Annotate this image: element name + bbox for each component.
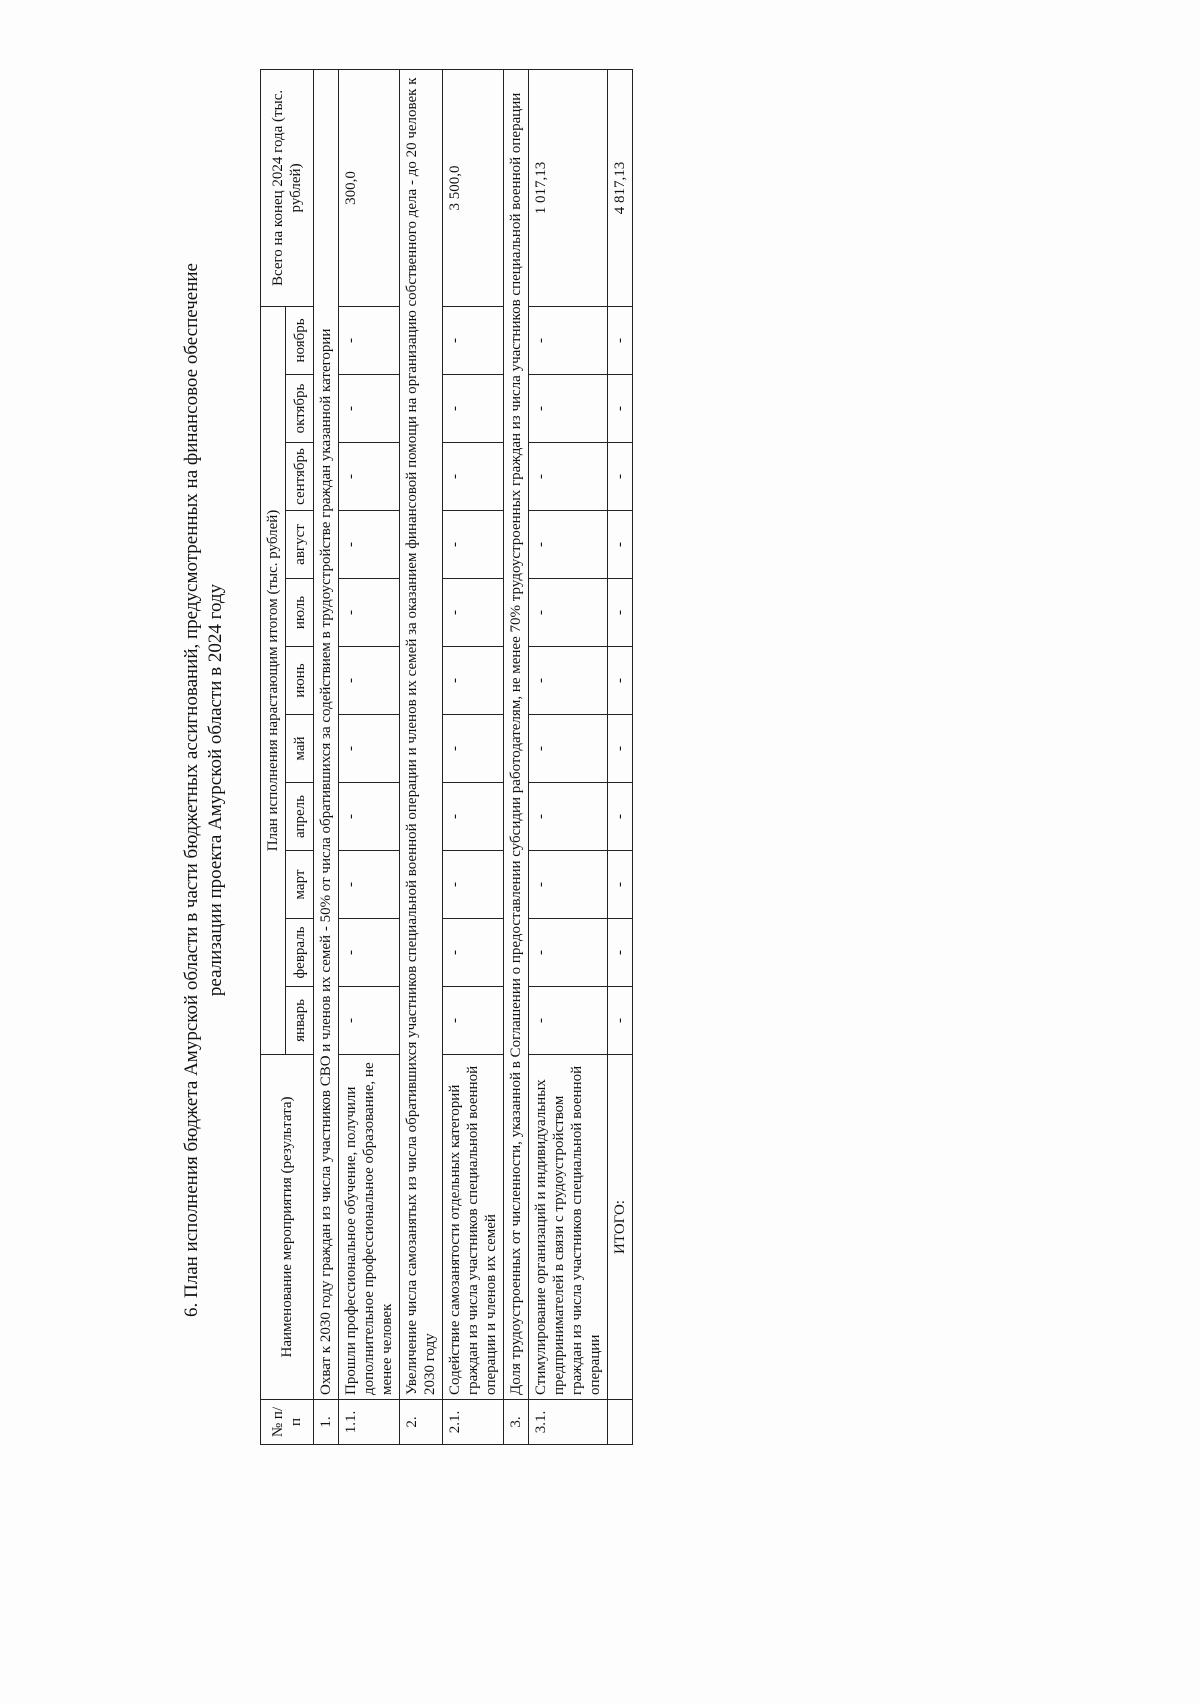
section-title: Доля трудоустроенных от численности, указанной в Соглашении о предоставлении субсидии работодателям, не менее 70% трудоустроенных граждан из числа участников специальной военной операции (504, 69, 529, 1399)
table-body (314, 69, 633, 1444)
header-month-7: август (286, 511, 314, 579)
month-value: - (608, 375, 633, 443)
month-value: - (339, 783, 400, 851)
month-value: - (339, 306, 400, 374)
header-month-0: январь (286, 987, 314, 1055)
row-name: Стимулирование организаций и индивидуальных предпринимателей в связи с трудоустройством граждан из числа участников специальной военной операции (529, 1055, 608, 1400)
month-value: - (529, 579, 608, 647)
month-value: - (529, 919, 608, 987)
row-total: 1 017,13 (529, 69, 608, 306)
row-num: 2. (400, 1400, 443, 1445)
month-value: - (443, 851, 504, 919)
month-value: - (608, 511, 633, 579)
month-value: - (608, 443, 633, 511)
header-month-8: сентябрь (286, 443, 314, 511)
table-row (400, 69, 443, 1444)
row-num: 3.1. (529, 1400, 608, 1445)
month-value: - (529, 851, 608, 919)
month-value: - (339, 511, 400, 579)
row-total: 3 500,0 (443, 69, 504, 306)
month-value: - (339, 443, 400, 511)
rotated-document (180, 70, 1070, 1510)
month-value: - (608, 715, 633, 783)
header-month-1: февраль (286, 919, 314, 987)
month-value: - (608, 783, 633, 851)
month-value: - (529, 783, 608, 851)
month-value: - (339, 715, 400, 783)
month-value: - (339, 579, 400, 647)
month-value: - (529, 306, 608, 374)
month-value: - (529, 511, 608, 579)
row-num: 2.1. (443, 1400, 504, 1445)
month-value: - (529, 647, 608, 715)
month-value: - (443, 715, 504, 783)
month-value: - (443, 647, 504, 715)
plan-table (260, 69, 633, 1445)
month-value: - (529, 375, 608, 443)
table-row (529, 69, 608, 1444)
month-value: - (443, 511, 504, 579)
header-month-5: июнь (286, 647, 314, 715)
itogo-label: ИТОГО: (608, 1055, 633, 1400)
table-row (314, 69, 339, 1444)
row-num: 1. (314, 1400, 339, 1445)
month-value: - (339, 375, 400, 443)
month-value: - (608, 851, 633, 919)
month-value: - (443, 375, 504, 443)
row-num (608, 1400, 633, 1445)
month-value: - (443, 579, 504, 647)
row-name: Содействие самозанятости отдельных категорий граждан из числа участников специальной военной операции и членов их семей (443, 1055, 504, 1400)
month-value: - (443, 443, 504, 511)
header-month-4: май (286, 715, 314, 783)
month-value: - (529, 443, 608, 511)
row-total: 4 817,13 (608, 69, 633, 306)
month-value: - (443, 919, 504, 987)
title-line-2: реализации проекта Амурской области в 2024 году (205, 583, 226, 997)
month-value: - (339, 987, 400, 1055)
header-month-2: март (286, 851, 314, 919)
row-total: 300,0 (339, 69, 400, 306)
section-title: Охват к 2030 году граждан из числа участников СВО и членов их семей - 50% от числа обратившихся за содействием в трудоустройстве граждан указанной категории (314, 69, 339, 1399)
header-month-6: июль (286, 579, 314, 647)
row-name: Прошли профессиональное обучение, получили дополнительное профессиональное образование, не менее человек (339, 1055, 400, 1400)
month-value: - (339, 851, 400, 919)
header-total: Всего на конец 2024 года (тыс. рублей) (261, 69, 314, 306)
header-month-10: ноябрь (286, 306, 314, 374)
month-value: - (443, 987, 504, 1055)
title-line-1: 6. План исполнения бюджета Амурской области в части бюджетных ассигнований, предусмотренных на финансовое обеспечение (181, 263, 202, 1317)
header-plan: План исполнения нарастающим итогом (тыс. рублей) (261, 306, 286, 1054)
table-row (608, 69, 633, 1444)
month-value: - (339, 919, 400, 987)
document-title (180, 70, 256, 1510)
month-value: - (608, 306, 633, 374)
section-title: Увеличение числа самозанятых из числа обратившихся участников специальной военной операции и членов их семей за оказанием финансовой помощи на организацию собственного дела - до 20 человек к 2030 году (400, 69, 443, 1399)
month-value: - (608, 919, 633, 987)
month-value: - (529, 715, 608, 783)
table-row (443, 69, 504, 1444)
month-value: - (443, 783, 504, 851)
table-row (339, 69, 400, 1444)
header-num: № п/п (261, 1400, 314, 1445)
header-month-9: октябрь (286, 375, 314, 443)
row-num: 1.1. (339, 1400, 400, 1445)
header-month-3: апрель (286, 783, 314, 851)
header-name: Наименование мероприятия (результата) (261, 1055, 314, 1400)
month-value: - (443, 306, 504, 374)
month-value: - (608, 647, 633, 715)
month-value: - (529, 987, 608, 1055)
table-row (504, 69, 529, 1444)
month-value: - (339, 647, 400, 715)
month-value: - (608, 579, 633, 647)
row-num: 3. (504, 1400, 529, 1445)
month-value: - (608, 987, 633, 1055)
